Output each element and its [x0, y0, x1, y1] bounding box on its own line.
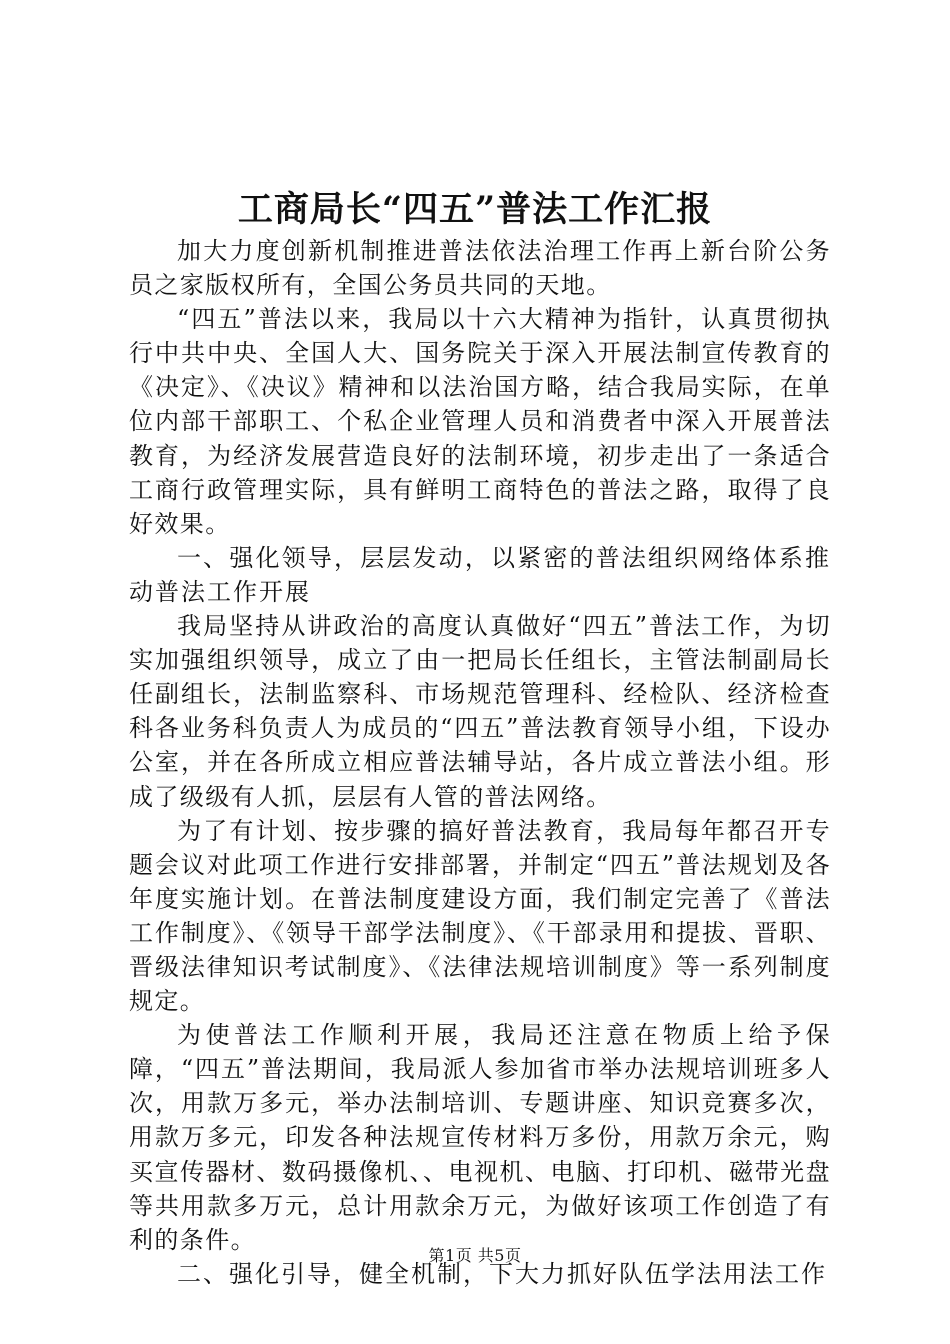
paragraph-intro: 加大力度创新机制推进普法依法治理工作再上新台阶公务员之家版权所有，全国公务员共同的天地。 — [129, 237, 831, 300]
paragraph-funding: 为使普法工作顺利开展，我局还注意在物质上给予保障，“四五”普法期间，我局派人参加省市举办法规培训班多人次，用款万多元，举办法制培训、专题讲座、知识竞赛多次，用款万多元，印发各种法规宣传材料万多份，用款万余元，购买宣传器材、数码摄像机、、电视机、电脑、打印机、磁带光盘等共用款多万元，总计用款余万元，为做好该项工作创造了有利的条件。 — [129, 1021, 831, 1254]
paragraph-overview: “四五”普法以来，我局以十六大精神为指针，认真贯彻执行中共中央、全国人大、国务院关于深入开展法制宣传教育的《决定》、《决议》精神和以法治国方略，结合我局实际，在单位内部干部职工、个私企业管理人员和消费者中深入开展普法教育，为经济发展营造良好的法制环境，初步走出了一条适合工商行政管理实际，具有鲜明工商特色的普法之路，取得了良好效果。 — [129, 305, 831, 538]
document-title: 工商局长“四五”普法工作汇报 — [237, 189, 713, 230]
section-heading-2: 二、强化引导，健全机制，下大力抓好队伍学法用法工作 — [177, 1259, 827, 1288]
page-footer: 第1页 共5页 — [428, 1246, 522, 1265]
paragraph-organization: 我局坚持从讲政治的高度认真做好“四五”普法工作，为切实加强组织领导，成立了由一把局长任组长，主管法制副局长任副组长，法制监察科、市场规范管理科、经检队、经济检查科各业务科负责人为成员的“四五”普法教育领导小组，下设办公室，并在各所成立相应普法辅导站，各片成立普法小组。形成了级级有人抓，层层有人管的普法网络。 — [129, 612, 831, 811]
paragraph-planning: 为了有计划、按步骤的搞好普法教育，我局每年都召开专题会议对此项工作进行安排部署，并制定“四五”普法规划及各年度实施计划。在普法制度建设方面，我们制定完善了《普法工作制度》、《领导干部学法制度》、《干部录用和提拔、晋职、晋级法律知识考试制度》、《法律法规培训制度》等一系列制度规定。 — [129, 816, 831, 1016]
section-heading-1: 一、强化领导，层层发动，以紧密的普法组织网络体系推动普法工作开展 — [129, 543, 831, 606]
document-body — [129, 234, 831, 1291]
